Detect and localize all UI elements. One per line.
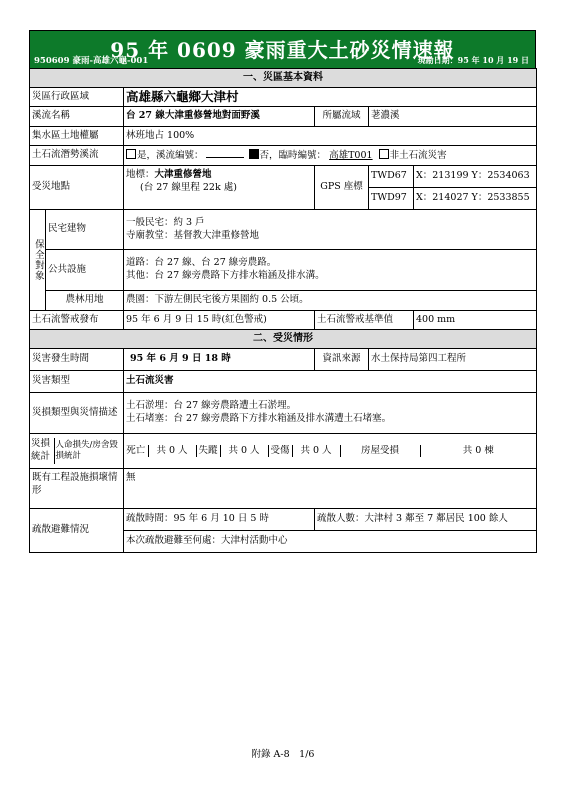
report-banner (29, 30, 536, 68)
time-label: 災害發生時間 (30, 349, 124, 371)
dead-label: 死亡 (124, 445, 148, 458)
report-code: 950609 豪雨-高雄六龜-001 (34, 56, 149, 66)
warn-std-label: 土石流警戒基準值 (315, 311, 414, 330)
stats-values-table (124, 445, 536, 458)
injured-label: 受傷 (268, 445, 292, 458)
evac-time: 疏散時間：95 年 6 月 10 日 5 時 (124, 509, 315, 531)
public-value (124, 250, 537, 291)
evac-label: 疏散避難情況 (30, 509, 124, 553)
basin-value: 荖濃溪 (369, 107, 537, 127)
report-table (29, 68, 537, 553)
opt-non-label: 非土石流災害 (389, 149, 447, 161)
potential-options (124, 146, 537, 166)
stats-label: 災損統計 (30, 438, 54, 464)
house-line1: 一般民宅：約 3 戶 (126, 216, 205, 228)
report-title: 95 年 0609 豪雨重大土砂災情速報 (110, 38, 455, 62)
report-sheet (29, 30, 536, 553)
missing-value: 共 0 人 (220, 445, 268, 458)
public-line1: 道路：台 27 線、台 27 線旁農路。 (126, 257, 277, 269)
damage-label: 災損類型與災情描述 (30, 393, 124, 434)
basin-label: 所屬流域 (315, 107, 369, 127)
type-label: 災害類型 (30, 371, 124, 393)
stats-label-cell (30, 434, 124, 469)
stats-sub-label: 人命損失/房舍毀損統計 (55, 439, 118, 461)
warn-label: 土石流警戒發布 (30, 311, 124, 330)
farm-value: 農園：下游左側民宅後方果園約 0.5 公頃。 (124, 291, 537, 311)
twd97-value: X：214027 Y：2533855 (414, 188, 537, 210)
admin-label: 災區行政區域 (30, 88, 124, 107)
twd67-value: X：213199 Y：2534063 (414, 166, 537, 188)
site-value (124, 166, 315, 210)
section2-header: 二、受災情形 (30, 330, 537, 349)
stream-value: 台 27 線大津重修營地對面野溪 (124, 107, 315, 127)
twd67-label: TWD67 (369, 166, 414, 188)
missing-label: 失蹤 (196, 445, 220, 458)
opt-no-label: 否，臨時編號： (259, 149, 327, 161)
source-label: 資訊來源 (315, 349, 369, 371)
temp-number: 高雄T001 (329, 149, 373, 161)
dead-value: 共 0 人 (148, 445, 196, 458)
damage-line2: 土石堵塞：台 27 線旁農路下方排水箱涵及排水溝遭土石堵塞。 (126, 413, 392, 424)
landmark-prefix: 地標： (126, 169, 155, 180)
stats-values-cell (124, 434, 537, 469)
house-damage-value: 共 0 棟 (462, 444, 494, 456)
landmark-note: (台 27 線里程 22k 處) (140, 181, 237, 193)
eng-value: 無 (124, 469, 537, 509)
source-value: 水土保持局第四工程所 (369, 349, 537, 371)
checkbox-no-checked (249, 149, 259, 159)
house-label: 民宅建物 (46, 210, 124, 250)
protect-label: 保全對象 (30, 210, 46, 311)
public-label: 公共設施 (46, 250, 124, 291)
house-line2: 寺廟教堂：基督教大津重修營地 (126, 229, 260, 241)
damage-line1: 土石淤埋：台 27 線旁農路遭土石淤埋。 (126, 400, 297, 412)
land-value: 林班地占 100% (124, 127, 537, 146)
gps-label: GPS 座標 (315, 166, 369, 210)
survey-date: 現勘日期：95 年 10 月 19 日 (417, 55, 529, 65)
farm-label: 農林用地 (46, 291, 124, 311)
warn-value: 95 年 6 月 9 日 15 時(紅色警戒) (124, 311, 315, 330)
admin-value: 高雄縣六龜鄉大津村 (124, 88, 537, 107)
injured-value: 共 0 人 (292, 445, 340, 458)
twd97-label: TWD97 (369, 188, 414, 210)
land-label: 集水區土地權屬 (30, 127, 124, 146)
section1-header: 一、災區基本資料 (30, 69, 537, 88)
damage-value (124, 393, 537, 434)
eng-label: 既有工程設施損壞情形 (30, 469, 124, 509)
evac-count: 疏散人數：大津村 3 鄰至 7 鄰居民 100 餘人 (315, 509, 537, 531)
opt-yes-label: 是，溪流編號： (137, 149, 204, 161)
evac-place: 本次疏散避難至何處：大津村活動中心 (124, 531, 537, 553)
stats-label-table (30, 438, 123, 464)
public-line2: 其他：台 27 線旁農路下方排水箱涵及排水溝。 (126, 270, 325, 281)
checkbox-non-debris (379, 149, 389, 159)
page-footer: 附錄 A-8 1/6 (251, 749, 315, 760)
checkbox-yes (126, 149, 136, 159)
site-label: 受災地點 (30, 166, 124, 210)
type-value: 土石流災害 (124, 371, 537, 393)
house-damage-label: 房屋受損 (340, 445, 420, 458)
stream-label: 溪流名稱 (30, 107, 124, 127)
landmark-value: 大津重修營地 (154, 169, 212, 180)
time-value: 95 年 6 月 9 日 18 時 (124, 349, 315, 371)
potential-label: 土石流潛勢溪流 (30, 146, 124, 166)
warn-std-value: 400 mm (414, 311, 537, 330)
house-value (124, 210, 537, 250)
stream-number-blank (206, 149, 244, 158)
